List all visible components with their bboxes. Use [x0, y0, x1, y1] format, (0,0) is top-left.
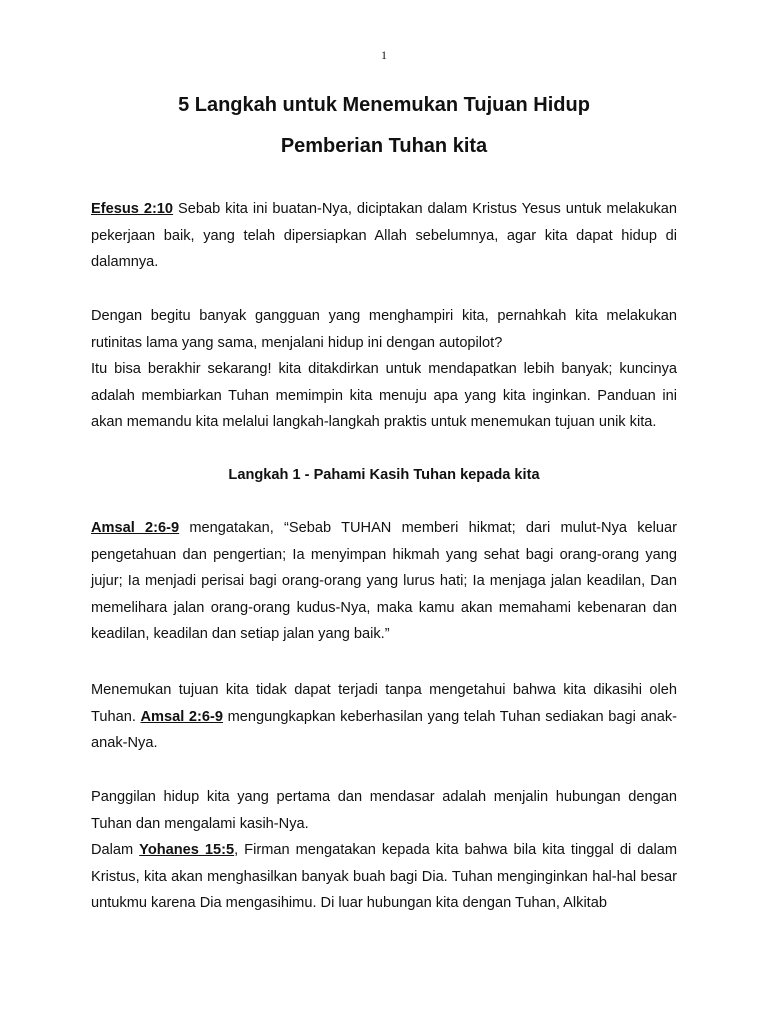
paragraph-text: Dalam: [91, 842, 140, 859]
paragraph-efesus: [91, 196, 677, 276]
paragraph-text: Sebab kita ini buatan-Nya, diciptakan dalam Kristus Yesus untuk melakukan pekerjaan baik, yang telah dipersiapkan Allah sebelumnya, agar kita dapat hidup di dalamnya.: [91, 201, 677, 271]
document-title-line-1: 5 Langkah untuk Menemukan Tujuan Hidup: [178, 94, 590, 116]
page-number: 1: [381, 48, 387, 62]
paragraph-loved-by-god: [91, 677, 677, 757]
scripture-reference-amsal[interactable]: Amsal 2:6-9: [91, 520, 180, 536]
paragraph-amsal-quote: [91, 515, 677, 648]
paragraph-text: Menemukan tujuan kita tidak dapat terjadi tanpa mengetahui bahwa kita dikasihi oleh Tuhan.: [91, 682, 677, 725]
document-title-line-2: Pemberian Tuhan kita: [280, 135, 488, 157]
paragraph-text: , Firman mengatakan kepada kita bahwa bila kita tinggal di dalam Kristus, kita akan menghasilkan banyak buah bagi Dia. Tuhan menginginkan hal-hal besar untukmu karena Dia mengasihimu. Di luar hubungan kita dengan Tuhan, Alkitab: [91, 842, 677, 912]
section-heading-step-1: Langkah 1 - Pahami Kasih Tuhan kepada kita: [228, 467, 540, 483]
paragraph-intro: [91, 303, 677, 436]
paragraph-text: mengatakan, “Sebab TUHAN memberi hikmat; dari mulut-Nya keluar pengetahuan dan pengertian; Ia menyimpan hikmah yang sehat bagi orang-orang yang jujur; Ia menjadi perisai bagi orang-orang yang lurus hati; Ia menjaga jalan keadilan, Dan memelihara jalan orang-orang kudus-Nya, maka kamu akan memahami kebenaran dan keadilan, keadilan dan setiap jalan yang baik.”: [91, 520, 677, 643]
paragraph-text: mengungkapkan keberhasilan yang telah Tuhan sediakan bagi anak-anak-Nya.: [91, 708, 677, 752]
paragraph-text: Itu bisa berakhir sekarang! kita ditakdirkan untuk mendapatkan lebih banyak; kuncinya adalah membiarkan Tuhan memimpin kita menuju apa yang kita inginkan. Panduan ini akan memandu kita melalui langkah-langkah praktis untuk menemukan tujuan unik kita.: [91, 361, 677, 431]
paragraph-text: Dengan begitu banyak gangguan yang menghampiri kita, pernahkah kita melakukan rutinitas lama yang sama, menjalani hidup ini dengan autopilot?: [91, 308, 677, 351]
paragraph-text: Panggilan hidup kita yang pertama dan mendasar adalah menjalin hubungan dengan Tuhan dan mengalami kasih-Nya.: [91, 789, 677, 832]
scripture-reference-amsal[interactable]: Amsal 2:6-9: [140, 708, 224, 725]
scripture-reference-efesus[interactable]: Efesus 2:10: [91, 201, 174, 217]
scripture-reference-yohanes[interactable]: Yohanes 15:5: [139, 842, 235, 859]
paragraph-calling: [91, 784, 677, 917]
